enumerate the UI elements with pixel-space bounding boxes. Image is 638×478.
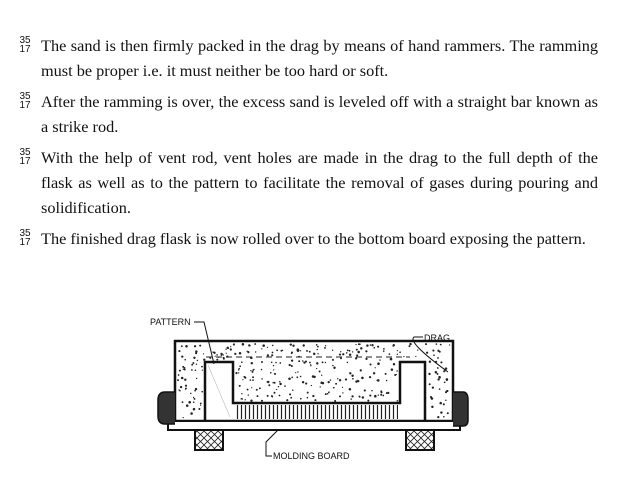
molding-board-label: MOLDING BOARD — [273, 451, 350, 461]
board-support-right — [406, 430, 434, 450]
pattern-base-shading — [235, 405, 398, 419]
bullet-marker-icon: 35 17 — [19, 228, 31, 248]
pattern-label: PATTERN — [150, 317, 191, 327]
bullet-text: After the ramming is over, the excess sand is leveled off with a straight bar known as a strike rod. — [41, 92, 598, 136]
bullet-item — [18, 226, 598, 251]
molding-board — [168, 421, 460, 430]
drag-flask-diagram — [148, 312, 470, 472]
board-support-left — [195, 430, 223, 450]
bullet-text: The finished drag flask is now rolled over to the bottom board exposing the pattern. — [41, 229, 586, 248]
right-handle — [453, 392, 468, 426]
bullet-marker-icon: 35 17 — [19, 35, 31, 55]
bullet-text: With the help of vent rod, vent holes are made in the drag to the full depth of the flask as well as to the pattern to facilitate the removal of gases during pouring and solidification. — [41, 148, 598, 217]
bullet-item — [18, 33, 598, 83]
bullet-text: The sand is then firmly packed in the drag by means of hand rammers. The ramming must be proper i.e. it must neither be too hard or soft. — [41, 36, 598, 80]
bullet-item — [18, 89, 598, 139]
left-handle — [158, 392, 175, 424]
bullet-list — [18, 33, 598, 257]
bullet-marker-icon: 35 17 — [19, 147, 31, 167]
bullet-item — [18, 145, 598, 220]
drag-label: DRAG — [424, 333, 451, 343]
drag-flask-figure — [148, 312, 470, 472]
bullet-marker-icon: 35 17 — [19, 91, 31, 111]
